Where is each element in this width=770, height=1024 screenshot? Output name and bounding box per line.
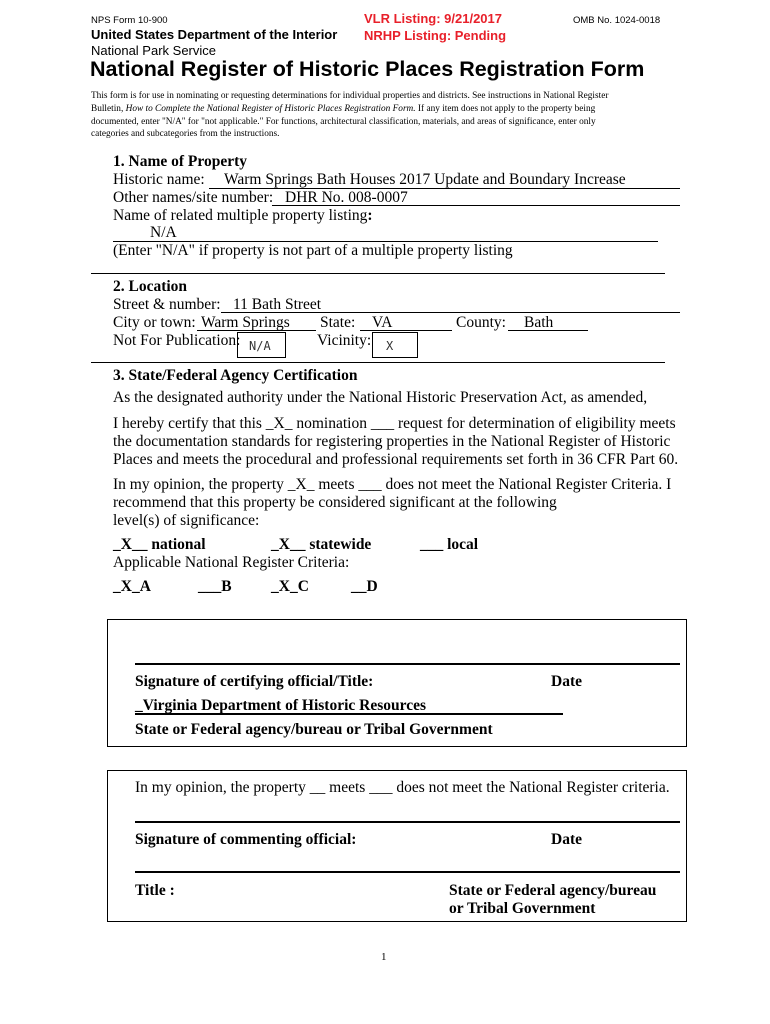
commenting-agency-label-2: or Tribal Government bbox=[449, 900, 596, 917]
street-value[interactable]: 11 Bath Street bbox=[233, 296, 322, 313]
historic-name-value[interactable]: Warm Springs Bath Houses 2017 Update and Boundary Increase bbox=[224, 171, 626, 188]
criterion-label: C bbox=[297, 578, 309, 595]
opinion-text: In my opinion, the property bbox=[113, 476, 288, 493]
intro-text: If any item does not apply to the property being bbox=[415, 104, 596, 114]
certifying-agency-label: State or Federal agency/bureau or Tribal Government bbox=[135, 721, 493, 738]
section-1-heading: 1. Name of Property bbox=[113, 153, 248, 170]
state-value[interactable]: VA bbox=[372, 314, 393, 331]
criterion-label: A bbox=[139, 578, 151, 595]
criteria-label: Applicable National Register Criteria: bbox=[113, 554, 350, 571]
department-name: United States Department of the Interior bbox=[91, 27, 338, 42]
vlr-listing: VLR Listing: 9/21/2017 bbox=[364, 11, 502, 26]
does-not-meet-mark[interactable]: ___ bbox=[358, 476, 382, 493]
vicinity-field[interactable] bbox=[372, 332, 418, 358]
opinion-line-1 bbox=[113, 476, 671, 494]
page-title: National Register of Historic Places Registration Form bbox=[90, 57, 645, 81]
certifying-date-label: Date bbox=[551, 673, 582, 690]
level-national[interactable] bbox=[113, 536, 206, 554]
opinion-text: does not meet the National Register Criteria. I bbox=[381, 476, 672, 493]
section-divider bbox=[91, 273, 665, 274]
certify-text: request for determination of eligibility meets bbox=[394, 415, 676, 432]
commenting-date-label: Date bbox=[551, 831, 582, 848]
related-listing-note: (Enter "N/A" if property is not part of a multiple property listing bbox=[113, 242, 513, 259]
page-number: 1 bbox=[381, 951, 387, 963]
opinion-text: meets bbox=[314, 476, 359, 493]
criterion-label: B bbox=[221, 578, 232, 595]
commenting-signature-label: Signature of commenting official: bbox=[135, 831, 357, 848]
intro-line-1: This form is for use in nominating or requesting determinations for individual properties and districts. See instructions in National Register bbox=[91, 91, 609, 101]
certify-line-2: the documentation standards for registering properties in the National Register of Historic bbox=[113, 433, 671, 450]
certify-text: nomination bbox=[292, 415, 371, 432]
level-label: local bbox=[447, 536, 479, 553]
section-2-heading: 2. Location bbox=[113, 278, 188, 295]
state-label: State: bbox=[320, 314, 356, 331]
intro-line-4: categories and subcategories from the instructions. bbox=[91, 129, 280, 139]
level-label: statewide bbox=[309, 536, 372, 553]
vicinity-value: X bbox=[386, 339, 394, 353]
intro-bulletin-title: How to Complete the National Register of Historic Places Registration Form. bbox=[125, 104, 416, 114]
street-label: Street & number: bbox=[113, 296, 221, 313]
city-label: City or town: bbox=[113, 314, 196, 331]
criterion-mark: _X_ bbox=[113, 578, 140, 595]
certifying-signature-label: Signature of certifying official/Title: bbox=[135, 673, 374, 690]
criterion-d[interactable] bbox=[351, 578, 378, 596]
county-value[interactable]: Bath bbox=[524, 314, 554, 331]
form-number: NPS Form 10-900 bbox=[91, 15, 168, 26]
not-for-publication-label: Not For Publication: bbox=[113, 332, 241, 349]
level-statewide[interactable] bbox=[271, 536, 371, 554]
criterion-a[interactable] bbox=[113, 578, 151, 596]
related-listing-label bbox=[113, 207, 373, 225]
criterion-b[interactable] bbox=[198, 578, 232, 596]
intro-line-2 bbox=[91, 104, 595, 114]
criterion-mark: ___ bbox=[198, 578, 222, 595]
related-listing-value[interactable]: N/A bbox=[150, 224, 177, 241]
comment-text: meets bbox=[325, 779, 370, 796]
county-label: County: bbox=[456, 314, 506, 331]
intro-line-3: documented, enter "N/A" for "not applicable." For functions, architectural classification, materials, and areas of significance, enter only bbox=[91, 117, 596, 127]
not-for-publication-value: N/A bbox=[249, 339, 271, 353]
criterion-label: D bbox=[366, 578, 378, 595]
certifying-agency-value[interactable]: _Virginia Department of Historic Resources bbox=[135, 697, 426, 714]
nomination-mark[interactable]: _X_ bbox=[265, 415, 293, 432]
certify-line-3: Places and meets the procedural and professional requirements set forth in 36 CFR Part 60. bbox=[113, 451, 679, 468]
comment-opinion-line bbox=[135, 779, 670, 797]
certifying-agency-underline bbox=[135, 713, 563, 715]
level-mark: _X__ bbox=[271, 536, 306, 553]
comment-meets-mark[interactable]: __ bbox=[309, 779, 326, 796]
criterion-mark: _X_ bbox=[271, 578, 298, 595]
certify-text: I hereby certify that this bbox=[113, 415, 266, 432]
related-listing-text: Name of related multiple property listing bbox=[113, 207, 368, 224]
agency-name: Virginia Department of Historic Resources bbox=[142, 697, 426, 714]
commenting-title-line[interactable] bbox=[135, 871, 680, 873]
commenting-agency-label-1: State or Federal agency/bureau bbox=[449, 882, 657, 899]
meets-mark[interactable]: _X_ bbox=[287, 476, 315, 493]
omb-number: OMB No. 1024-0018 bbox=[573, 15, 661, 26]
comment-text: In my opinion, the property bbox=[135, 779, 310, 796]
certification-authority-text: As the designated authority under the National Historic Preservation Act, as amended, bbox=[113, 389, 648, 406]
commenting-signature-line[interactable] bbox=[135, 821, 680, 823]
other-names-value[interactable]: DHR No. 008-0007 bbox=[285, 189, 408, 206]
intro-text: Bulletin, bbox=[91, 104, 126, 114]
commenting-title-label: Title : bbox=[135, 882, 175, 899]
not-for-publication-field[interactable] bbox=[237, 332, 286, 358]
certifying-signature-line[interactable] bbox=[135, 663, 680, 665]
opinion-line-2: recommend that this property be considered significant at the following bbox=[113, 494, 557, 511]
request-mark[interactable]: ___ bbox=[370, 415, 395, 432]
criterion-mark: __ bbox=[351, 578, 367, 595]
comment-text: does not meet the National Register criteria. bbox=[392, 779, 670, 796]
level-mark: ___ bbox=[420, 536, 444, 553]
certify-line-1 bbox=[113, 415, 676, 433]
vicinity-label: Vicinity: bbox=[317, 332, 372, 349]
level-label: national bbox=[151, 536, 206, 553]
criterion-c[interactable] bbox=[271, 578, 309, 596]
level-mark: _X__ bbox=[113, 536, 148, 553]
historic-name-label: Historic name: bbox=[113, 171, 205, 188]
related-listing-colon: : bbox=[367, 207, 373, 224]
city-value[interactable]: Warm Springs bbox=[201, 314, 290, 331]
opinion-line-3: level(s) of significance: bbox=[113, 512, 260, 529]
other-names-label: Other names/site number: bbox=[113, 189, 274, 206]
service-name: National Park Service bbox=[91, 43, 216, 58]
section-3-heading: 3. State/Federal Agency Certification bbox=[113, 367, 358, 384]
level-local[interactable] bbox=[420, 536, 478, 554]
nrhp-listing: NRHP Listing: Pending bbox=[364, 28, 507, 43]
comment-does-not-meet-mark[interactable]: ___ bbox=[369, 779, 393, 796]
section-divider bbox=[91, 362, 665, 363]
